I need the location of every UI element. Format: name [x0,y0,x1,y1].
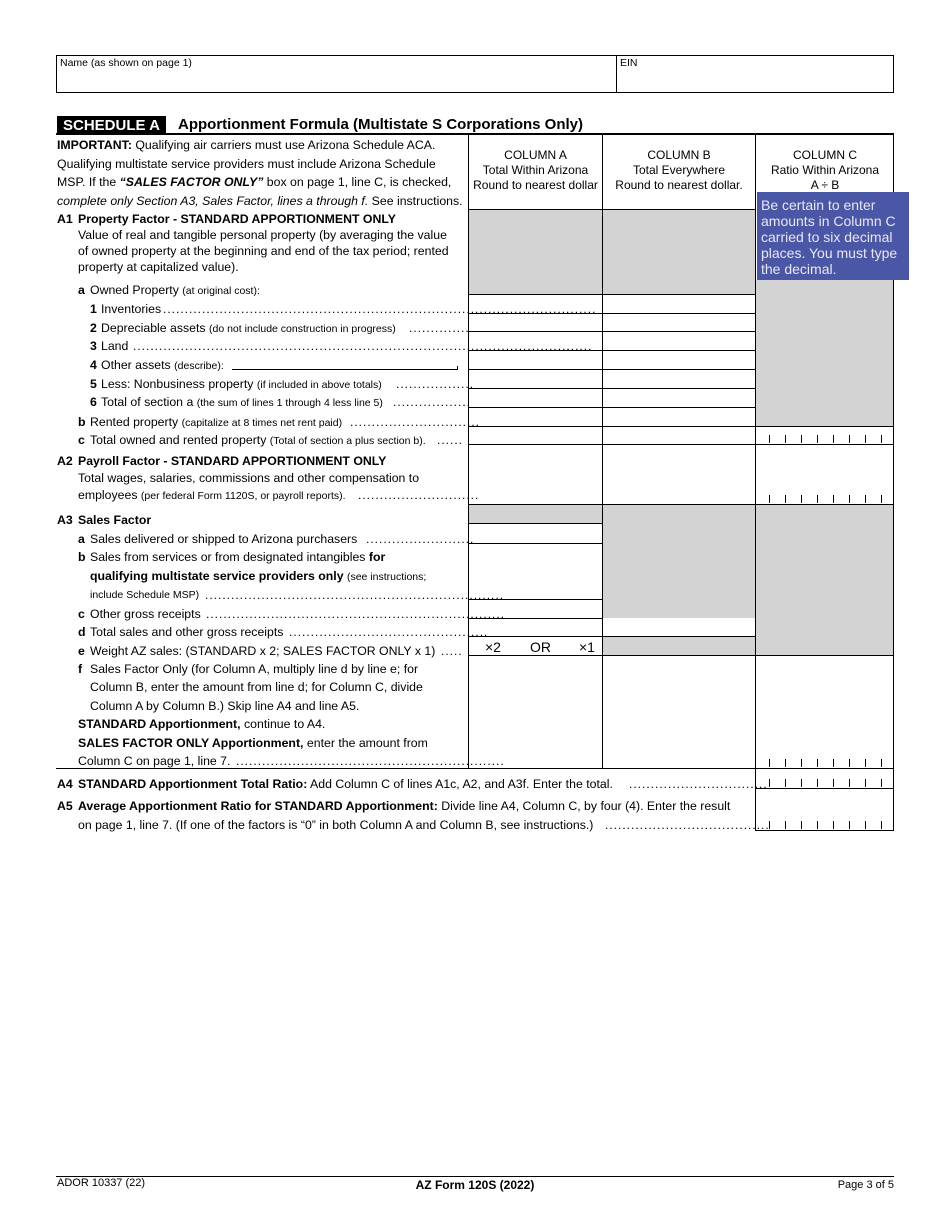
leader-dots: .............................. [350,415,481,429]
a1-l5-label [101,375,382,394]
a4-number: A4 [57,777,73,791]
column-c-title: COLUMN C [792,148,857,162]
grid-line [468,543,603,544]
a3f-line4-bold: STANDARD Apportionment, [78,717,241,731]
a3f-line4 [78,715,325,733]
leader-dots: ..... [441,644,463,658]
a4-line [78,775,613,793]
a4-ratio-input[interactable] [769,778,881,787]
a3f-line3: Column A by Column B.) Skip line A4 and line A5. [90,699,360,713]
leader-dots: ..................................................................... [205,588,505,602]
leader-dots: ..................................................................... [206,607,506,621]
leader-dots: ............................ [358,488,480,502]
schedule-title: Apportionment Formula (Multistate S Corporations Only) [178,116,583,133]
a1a-label-text: Owned Property [90,283,179,297]
shade-a3e-col-b [603,636,755,655]
a1-l4-num: 4 [90,358,97,372]
grid-line [468,369,755,370]
a5-title: Average Apportionment Ratio for STANDARD Apportionment: [78,799,438,813]
footer-page-number: Page 3 of 5 [837,1179,894,1191]
column-a-sub2: Round to nearest dollar [473,178,598,192]
a1-desc2: of owned property at the beginning and end of the tax period; rented [78,244,449,258]
a1b-label [90,413,342,432]
important-line4a: complete only Section A3, Sales Factor, lines a through f. [57,194,369,208]
a3b-line2-text: qualifying multistate service providers only [90,569,344,583]
leader-dots: ...................................... [605,818,770,832]
a3b-line2 [90,567,426,586]
a1-l5-num: 5 [90,377,97,391]
a1-l4-note: (describe): [174,360,224,372]
a3e-label: Weight AZ sales: (STANDARD x 2; SALES FACTOR ONLY x 1) [90,644,436,658]
column-b-title: COLUMN B [647,148,711,162]
important-line2: Qualifying multistate service providers must include Arizona Schedule [57,157,436,171]
column-a-title: COLUMN A [504,148,567,162]
a3a-label: Sales delivered or shipped to Arizona purchasers [90,532,358,546]
a1-l2-label-text: Depreciable assets [101,321,206,335]
grid-line [468,294,755,295]
a1-l4-label-text: Other assets [101,358,171,372]
a5-text: Divide line A4, Column C, by four (4). Enter the result [437,799,731,813]
grid-line [468,331,755,332]
a3b-label-text: Sales from services or from designated intangibles [90,550,369,564]
a5-number: A5 [57,799,73,813]
a1c-ratio-input[interactable] [769,434,881,443]
a2-desc2-text: employees [78,488,138,502]
grid-line [755,830,894,831]
a1-desc3: property at capitalized value). [78,260,239,274]
a1b-letter: b [78,415,86,429]
leader-dots: ......................... [366,532,475,546]
schedule-tag: SCHEDULE A [57,116,166,135]
weight-x1-option[interactable]: ×1 [579,639,595,655]
a5-ratio-input[interactable] [769,820,881,829]
weight-x2-option[interactable]: ×2 [485,639,501,655]
a1c-letter: c [78,433,85,447]
a1-l6-note: (the sum of lines 1 through 4 less line 5) [196,397,383,409]
a5-line2: on page 1, line 7. (If one of the factors is “0” in both Column A and Column B, see instructions.) [78,818,594,832]
grid-line [602,133,603,768]
a1-desc1: Value of real and tangible personal property (by averaging the value [78,228,447,242]
a3b-line2-note: (see instructions; [346,571,427,583]
column-a-sub1: Total Within Arizona [482,163,589,177]
a1-l5-note: (if included in above totals) [256,379,382,391]
a3f-line2: Column B, enter the amount from line d; for Column C, divide [90,680,423,694]
a1-l6-label [101,393,383,412]
a1-l2-label [101,319,396,338]
footer-rule [56,1176,894,1177]
grid-line [468,636,755,637]
column-b-header [603,148,755,193]
important-line4b: See instructions. [368,194,463,208]
a3d-label: Total sales and other gross receipts [90,625,284,639]
column-b-sub1: Total Everywhere [632,163,726,177]
a1-title: Property Factor - STANDARD APPORTIONMENT ONLY [78,212,396,226]
leader-dots: .............................................. [289,625,489,639]
a1-l6-num: 6 [90,395,97,409]
important-line3a: MSP. If the [57,175,120,189]
grid-line [468,444,894,445]
a1c-note: (Total of section a plus section b). [269,435,426,447]
column-c-sub1: Ratio Within Arizona [770,163,880,177]
leader-dots: .......................................................................................................... [133,339,593,353]
footer-form-code: ADOR 10337 (22) [57,1177,146,1189]
other-assets-describe-input[interactable] [232,366,458,370]
ein-field[interactable] [617,56,895,92]
a3f-line5-text: enter the amount from [303,736,428,750]
a3e-letter: e [78,644,85,658]
a1b-label-text: Rented property [90,415,179,429]
shade-a3-col-b [603,505,755,618]
a1c-label-text: Total owned and rented property [90,433,267,447]
a3b-letter: b [78,550,86,564]
a3b-bold: for [368,550,386,564]
top-rule [56,133,894,135]
leader-dots: .................. [396,377,475,391]
a1a-letter: a [78,283,85,297]
a2-desc2-note: (per federal Form 1120S, or payroll reports). [140,490,346,502]
grid-line [468,426,894,427]
sales-factor-only-phrase: “SALES FACTOR ONLY” [119,175,264,189]
grid-line [468,504,894,505]
a1-l5-label-text: Less: Nonbusiness property [101,377,254,391]
a1-l2-note: (do not include construction in progress) [209,323,396,335]
a1-l1-num: 1 [90,302,97,316]
a3b-label [90,548,385,566]
important-line3c: box on page 1, line C, is checked, [263,175,452,189]
a1-l6-label-text: Total of section a [101,395,194,409]
leader-dots: .............. [409,321,470,335]
column-b-sub2: Round to nearest dollar. [615,178,743,192]
a1-l3-num: 3 [90,339,97,353]
grid-line [468,523,603,524]
a3f-line6: Column C on page 1, line 7. [78,754,231,768]
a1c-label [90,431,426,450]
a2-number: A2 [57,454,73,468]
a2-desc1: Total wages, salaries, commissions and other compensation to [78,471,420,485]
a3c-letter: c [78,607,85,621]
important-line1 [57,136,435,154]
a2-title: Payroll Factor - STANDARD APPORTIONMENT ONLY [78,454,387,468]
column-a-header [469,148,602,193]
a3f-ratio-input[interactable] [769,758,881,767]
a1-l3-label: Land [101,339,129,353]
footer-form-title: AZ Form 120S (2022) [415,1178,535,1192]
a3f-letter: f [78,662,83,676]
a3-number: A3 [57,513,73,527]
important-text1: Qualifying air carriers must use Arizona Schedule ACA. [135,138,436,152]
a3-title: Sales Factor [78,513,152,527]
header-box [56,55,894,93]
name-field[interactable] [57,56,617,92]
grid-line [468,133,469,768]
a5-line1 [78,797,730,815]
grid-line [468,209,755,210]
a1b-note: (capitalize at 8 times net rent paid) [181,417,343,429]
shade-a3-col-a [469,505,603,523]
leader-dots: ................................ [629,777,768,791]
grid-line [468,388,755,389]
a3f-line4-text: continue to A4. [240,717,326,731]
leader-dots: .............................................................. [236,754,505,768]
a3f-line1: Sales Factor Only (for Column A, multiply line d by line e; for [90,662,419,676]
important-line3 [57,173,451,191]
grid-line [468,407,755,408]
name-label: Name (as shown on page 1) [60,57,192,69]
column-c-sub2: A ÷ B [810,178,840,192]
important-line4 [57,192,463,210]
leader-dots: .................................................................................................... [163,302,597,316]
a3a-letter: a [78,532,85,546]
a1-number: A1 [57,212,73,226]
a1-l4-label [101,356,224,375]
a3f-line5-bold: SALES FACTOR ONLY Apportionment, [78,736,304,750]
a3f-line5 [78,734,428,752]
weight-or-label: OR [530,639,551,655]
a4-title: STANDARD Apportionment Total Ratio: [78,777,308,791]
shade-a1-col-b [603,210,755,294]
a3d-letter: d [78,625,86,639]
column-c-header [756,148,894,193]
a2-ratio-input[interactable] [769,494,881,503]
a1-l1-label: Inventories [101,302,162,316]
a4-text: Add Column C of lines A1c, A2, and A3f. Enter the total. [307,777,613,791]
important-lead: IMPORTANT: [57,138,132,152]
grid-line [468,655,894,656]
shade-a1-col-a [469,210,603,294]
grid-line [755,133,756,831]
a1a-label [90,281,260,300]
grid-line [755,788,894,789]
a1a-note: (at original cost): [182,285,260,297]
ein-label: EIN [620,57,638,69]
a1-l2-num: 2 [90,321,97,335]
shade-a1-col-c [756,280,894,427]
leader-dots: ...... [437,433,464,447]
shade-a3-col-c [756,505,894,655]
leader-dots: .................. [393,395,472,409]
a3c-label: Other gross receipts [90,607,201,621]
a3b-line3: include Schedule MSP) [90,589,200,601]
column-c-tooltip: Be certain to enter amounts in Column C carried to six decimal places. You must type the decimal. [757,192,909,280]
a2-desc2 [78,486,346,505]
